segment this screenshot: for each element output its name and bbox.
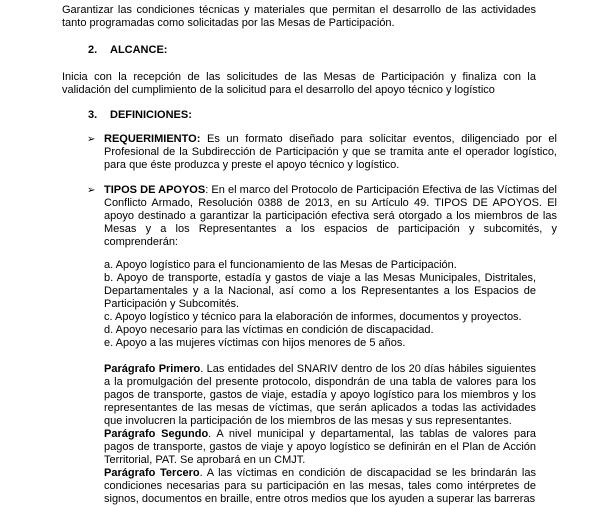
intro-paragraph: Garantizar las condiciones técnicas y materiales que permitan el desarrollo de las actividades tanto programadas como solicitadas por las Mesas de Participación. <box>62 4 536 29</box>
support-list-item-a: a. Apoyo logístico para el funcionamiento de las Mesas de Participación. <box>104 259 457 271</box>
section-title: ALCANCE: <box>110 44 168 56</box>
arrow-bullet-icon: ➢ <box>87 185 96 196</box>
support-list-item-d: d. Apoyo necesario para las víctimas en condición de discapacidad. <box>104 324 434 336</box>
paragraph-label: Parágrafo Primero <box>104 363 201 375</box>
definition-term: REQUERIMIENTO: <box>104 133 201 145</box>
support-list-item-c: c. Apoyo logístico y técnico para la elaboración de informes, documentos y proyectos. <box>104 311 522 323</box>
definition-item-requerimiento <box>87 133 557 173</box>
section-title: DEFINICIONES: <box>110 109 192 121</box>
definition-body: : En el marco del Protocolo de Participación Efectiva de las Víctimas del Conflicto Armado, Resolución 0388 de 2013, en su Artículo 49. TIPOS DE APOYOS. El apoyo destinado a garantizar la participación efectiva será otorgado a los miembros de las Mesas y a los Representantes a los espacios de participación y subcomités, y comprenderán: <box>104 184 557 248</box>
paragraph-body: . A las víctimas en condición de discapacidad se les brindarán las condiciones necesarias para su participación en las mesas, tales como intérpretes de signos, documentos en braille, entre otros medios que los ayuden a superar las barreras <box>104 467 536 505</box>
alcance-paragraph: Inicia con la recepción de las solicitudes de las Mesas de Participación y finaliza con la validación del cumplimiento de la solicitud para el desarrollo del apoyo técnico y logístico <box>62 71 536 96</box>
paragraph-label: Parágrafo Segundo <box>104 428 209 440</box>
arrow-bullet-icon: ➢ <box>87 134 96 145</box>
paragraph-primero <box>104 363 536 428</box>
definition-text <box>104 184 557 249</box>
definition-text <box>104 133 557 172</box>
paragraph-tercero <box>104 467 536 506</box>
paragraph-segundo <box>104 428 536 467</box>
support-list-item-b: b. Apoyo de transporte, estadía y gastos de viaje a las Mesas Municipales, Distritales, Departamentales y a la Nacional, así como a los Representantes a los Espacios de Participación y Subcomités. <box>104 272 536 310</box>
section-number: 2. <box>88 44 98 56</box>
section-heading-alcance <box>88 44 167 57</box>
definition-term: TIPOS DE APOYOS <box>104 184 206 196</box>
section-number: 3. <box>88 109 98 121</box>
definition-body: Es un formato diseñado para solicitar eventos, diligenciado por el Profesional de la Subdirección de Participación y que se tramita ante el operador logístico, para que éste produzca y preste el apoyo técnico y logístico. <box>104 133 557 171</box>
paragraph-body: . A nivel municipal y departamental, las tablas de valores para pagos de transporte, gastos de viaje y apoyo logístico se definirán en el Plan de Acción Territorial, PAT. Se aprobará en un CMJT. <box>104 428 536 466</box>
paragraph-body: . Las entidades del SNARIV dentro de los 20 días hábiles siguientes a la promulgación del presente protocolo, dispondrán de una tabla de valores para los pagos de transporte, gastos de viaje, estadía y apoyo logístico para los miembros y los representantes de las mesas de víctimas, que serán aplicados a todas las actividades que involucren la participación de los miembros de las mesas y sus representantes. <box>104 363 536 427</box>
section-heading-definiciones <box>88 109 192 122</box>
support-list-item-e: e. Apoyo a las mujeres víctimas con hijos menores de 5 años. <box>104 337 406 349</box>
definition-item-tipos-de-apoyos <box>87 184 557 250</box>
paragraph-label: Parágrafo Tercero <box>104 467 200 479</box>
